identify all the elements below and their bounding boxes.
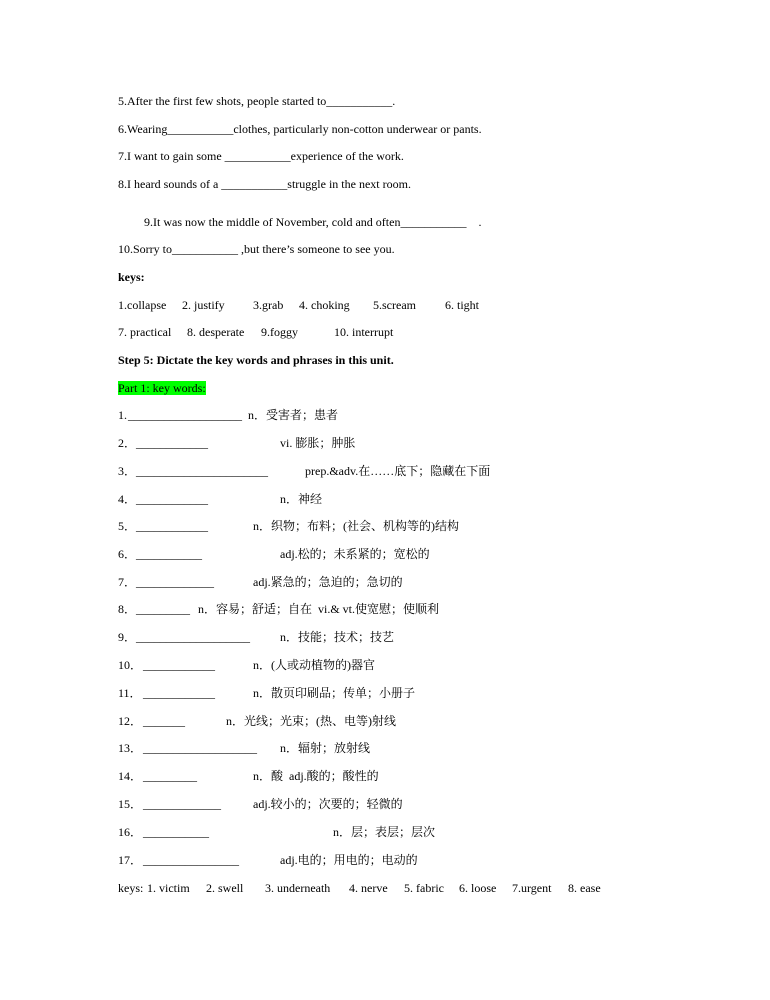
vocab-blank: _________ xyxy=(143,769,197,783)
vocab-blank: ____________ xyxy=(136,436,208,450)
vocab-num: 8． xyxy=(118,602,137,616)
vocab-blank: _______ xyxy=(143,714,185,728)
sentence-10: 10.Sorry to___________ ,but there’s someone to see you. xyxy=(118,242,395,256)
vocab-meaning: n．容易；舒适；自在 vi.& vt.使宽慰；使顺利 xyxy=(198,602,440,616)
vocab-meaning: n．辐射；放射线 xyxy=(280,741,371,755)
vocab-num: 13． xyxy=(118,741,143,755)
vocab-num: 7． xyxy=(118,575,137,589)
final-key-item: 2. swell xyxy=(206,881,244,895)
vocab-meaning: n．(人或动植物的)器官 xyxy=(253,658,375,672)
vocab-num: 10． xyxy=(118,658,143,672)
vocab-num: 2． xyxy=(118,436,137,450)
final-key-item: 1. victim xyxy=(147,881,190,895)
vocab-blank: ___________ xyxy=(136,547,202,561)
vocab-blank: ___________________ xyxy=(143,741,257,755)
final-key-item: 3. underneath xyxy=(265,881,331,895)
final-key-item: 4. nerve xyxy=(349,881,388,895)
vocab-blank: ___________ xyxy=(143,825,209,839)
vocab-meaning: adj.较小的；次要的；轻微的 xyxy=(253,797,403,811)
key-item: 7. practical xyxy=(118,325,172,339)
vocab-blank: ____________ xyxy=(143,658,215,672)
sentence-9: 9.It was now the middle of November, cold and often___________ . xyxy=(144,215,482,229)
vocab-meaning: n．光线；光束；(热、电等)射线 xyxy=(226,714,396,728)
final-keys-label: keys: xyxy=(118,881,144,895)
vocab-num: 3． xyxy=(118,464,137,478)
vocab-meaning: n．技能；技术；技艺 xyxy=(280,630,395,644)
vocab-num: 15． xyxy=(118,797,143,811)
final-key-item: 5. fabric xyxy=(404,881,444,895)
vocab-num: 12． xyxy=(118,714,143,728)
vocab-blank: ____________ xyxy=(136,519,208,533)
vocab-blank: ______________________ xyxy=(136,464,268,478)
vocab-blank: ___________________ xyxy=(128,408,242,422)
key-item: 10. interrupt xyxy=(334,325,394,339)
key-item: 4. choking xyxy=(299,298,350,312)
vocab-meaning: vi. 膨胀；肿胀 xyxy=(280,436,356,450)
vocab-blank: ____________ xyxy=(143,686,215,700)
sentence-7: 7.I want to gain some ___________experience of the work. xyxy=(118,149,404,163)
key-item: 9.foggy xyxy=(261,325,298,339)
part1-label xyxy=(118,381,206,395)
part1-highlight: Part 1: key words: xyxy=(118,381,206,395)
vocab-meaning: n．神经 xyxy=(280,492,323,506)
vocab-blank: _________ xyxy=(136,602,190,616)
vocab-meaning: n．层；表层；层次 xyxy=(333,825,436,839)
sentence-8: 8.I heard sounds of a ___________struggle in the next room. xyxy=(118,177,411,191)
final-key-item: 8. ease xyxy=(568,881,601,895)
sentence-6: 6.Wearing___________clothes, particularly non-cotton underwear or pants. xyxy=(118,122,482,136)
key-item: 6. tight xyxy=(445,298,480,312)
vocab-blank: _____________ xyxy=(143,797,221,811)
vocab-num: 5． xyxy=(118,519,137,533)
key-item: 5.scream xyxy=(373,298,416,312)
final-key-item: 6. loose xyxy=(459,881,497,895)
vocab-num: 17． xyxy=(118,853,143,867)
vocab-blank: ____________ xyxy=(136,492,208,506)
key-item: 1.collapse xyxy=(118,298,167,312)
step5-heading: Step 5: Dictate the key words and phrases in this unit. xyxy=(118,353,394,367)
vocab-meaning: adj.紧急的；急迫的；急切的 xyxy=(253,575,403,589)
final-key-item: 7.urgent xyxy=(512,881,552,895)
vocab-blank: ___________________ xyxy=(136,630,250,644)
vocab-num: 4． xyxy=(118,492,137,506)
key-item: 8. desperate xyxy=(187,325,245,339)
vocab-num: 1. xyxy=(118,408,127,422)
vocab-num: 6． xyxy=(118,547,137,561)
sentence-5: 5.After the first few shots, people started to___________. xyxy=(118,94,396,108)
vocab-num: 16． xyxy=(118,825,143,839)
vocab-meaning: n．织物；布料；(社会、机构等的)结构 xyxy=(253,519,459,533)
vocab-meaning: adj.电的；用电的；电动的 xyxy=(280,853,418,867)
vocab-meaning: n．受害者；患者 xyxy=(248,408,339,422)
vocab-meaning: prep.&adv.在……底下；隐藏在下面 xyxy=(305,464,491,478)
vocab-num: 14． xyxy=(118,769,143,783)
vocab-blank: ________________ xyxy=(143,853,239,867)
vocab-meaning: n．散页印刷品；传单；小册子 xyxy=(253,686,416,700)
vocab-meaning: n．酸 adj.酸的；酸性的 xyxy=(253,769,379,783)
vocab-num: 11． xyxy=(118,686,142,700)
vocab-meaning: adj.松的；未系紧的；宽松的 xyxy=(280,547,430,561)
key-item: 3.grab xyxy=(253,298,284,312)
keys-heading: keys: xyxy=(118,270,145,284)
key-item: 2. justify xyxy=(182,298,225,312)
vocab-num: 9． xyxy=(118,630,137,644)
vocab-blank: _____________ xyxy=(136,575,214,589)
